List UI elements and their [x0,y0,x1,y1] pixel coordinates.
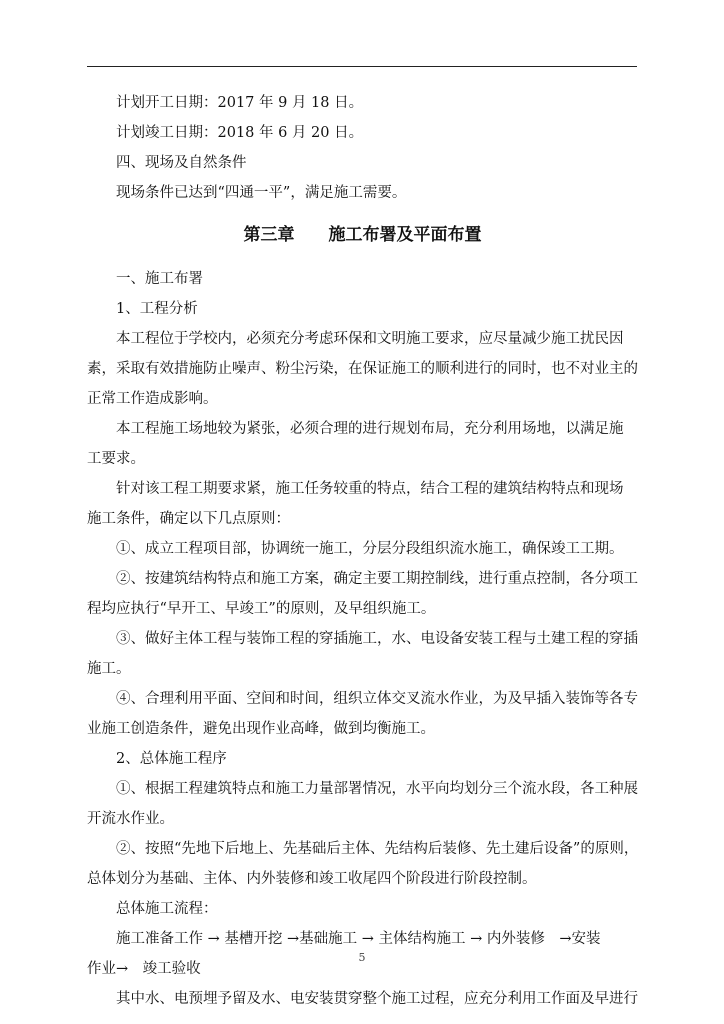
paragraph-line: 计划竣工日期：2018 年 6 月 20 日。 [116,125,364,141]
chapter-title: 第三章 施工布署及平面布置 [243,225,482,245]
paragraph-line: 计划开工日期：2017 年 9 月 18 日。 [116,95,364,111]
paragraph-line: 本工程位于学校内，必须充分考虑环保和文明施工要求，应尽量减少施工扰民因 [116,331,624,347]
paragraph-line: 素，采取有效措施防止噪声、粉尘污染，在保证施工的顺利进行的同时，也不对业主的 [87,361,638,377]
list-item: ③、做好主体工程与装饰工程的穿插施工，水、电设备安装工程与土建工程的穿插 [116,631,638,647]
paragraph-line: 总体施工流程： [116,901,218,917]
paragraph-line: 现场条件已达到“四通一平”，满足施工需要。 [116,185,407,201]
list-item: ①、成立工程项目部，协调统一施工，分层分段组织流水施工，确保竣工工期。 [116,541,624,557]
process-flow-line: 施工准备工作 → 基槽开挖 →基础施工 → 主体结构施工 → 内外装修 →安装 [116,931,601,947]
header-rule [87,66,637,67]
paragraph-line: 业施工创造条件，避免出现作业高峰，做到均衡施工。 [87,721,435,737]
paragraph-line: 本工程施工场地较为紧张，必须合理的进行规划布局，充分利用场地，以满足施 [116,421,624,437]
subsection-heading: 2、总体施工程序 [116,751,227,767]
paragraph-line: 总体划分为基础、主体、内外装修和竣工收尾四个阶段进行阶段控制。 [87,871,537,887]
document-body [87,88,638,1014]
list-item: ④、合理利用平面、空间和时间，组织立体交叉流水作业，为及早插入装饰等各专 [116,691,638,707]
paragraph-line: 工要求。 [87,451,145,467]
paragraph-line: 正常工作造成影响。 [87,391,218,407]
process-flow-line: 作业→ 竣工验收 [87,961,201,977]
list-item: ①、根据工程建筑特点和施工力量部署情况，水平向均划分三个流水段，各工种展 [116,781,638,797]
list-item: ②、按照“先地下后地上、先基础后主体、先结构后装修、先土建后设备”的原则， [116,841,638,857]
list-item: ②、按建筑结构特点和施工方案，确定主要工期控制线，进行重点控制，各分项工 [116,571,638,587]
paragraph-line: 程均应执行“早开工、早竣工”的原则，及早组织施工。 [87,601,436,617]
subsection-heading: 1、工程分析 [116,301,198,317]
section-heading: 一、施工布署 [116,271,203,287]
paragraph-line: 施工条件，确定以下几点原则： [87,511,290,527]
page-number: 5 [358,951,366,964]
paragraph-line: 开流水作业。 [87,811,174,827]
paragraph-line: 施工。 [87,661,131,677]
paragraph-line: 其中水、电预埋予留及水、电安装贯穿整个施工过程，应充分利用工作面及早进行 [116,991,638,1007]
paragraph-line: 四、现场及自然条件 [116,155,247,171]
paragraph-line: 针对该工程工期要求紧，施工任务较重的特点，结合工程的建筑结构特点和现场 [116,481,624,497]
